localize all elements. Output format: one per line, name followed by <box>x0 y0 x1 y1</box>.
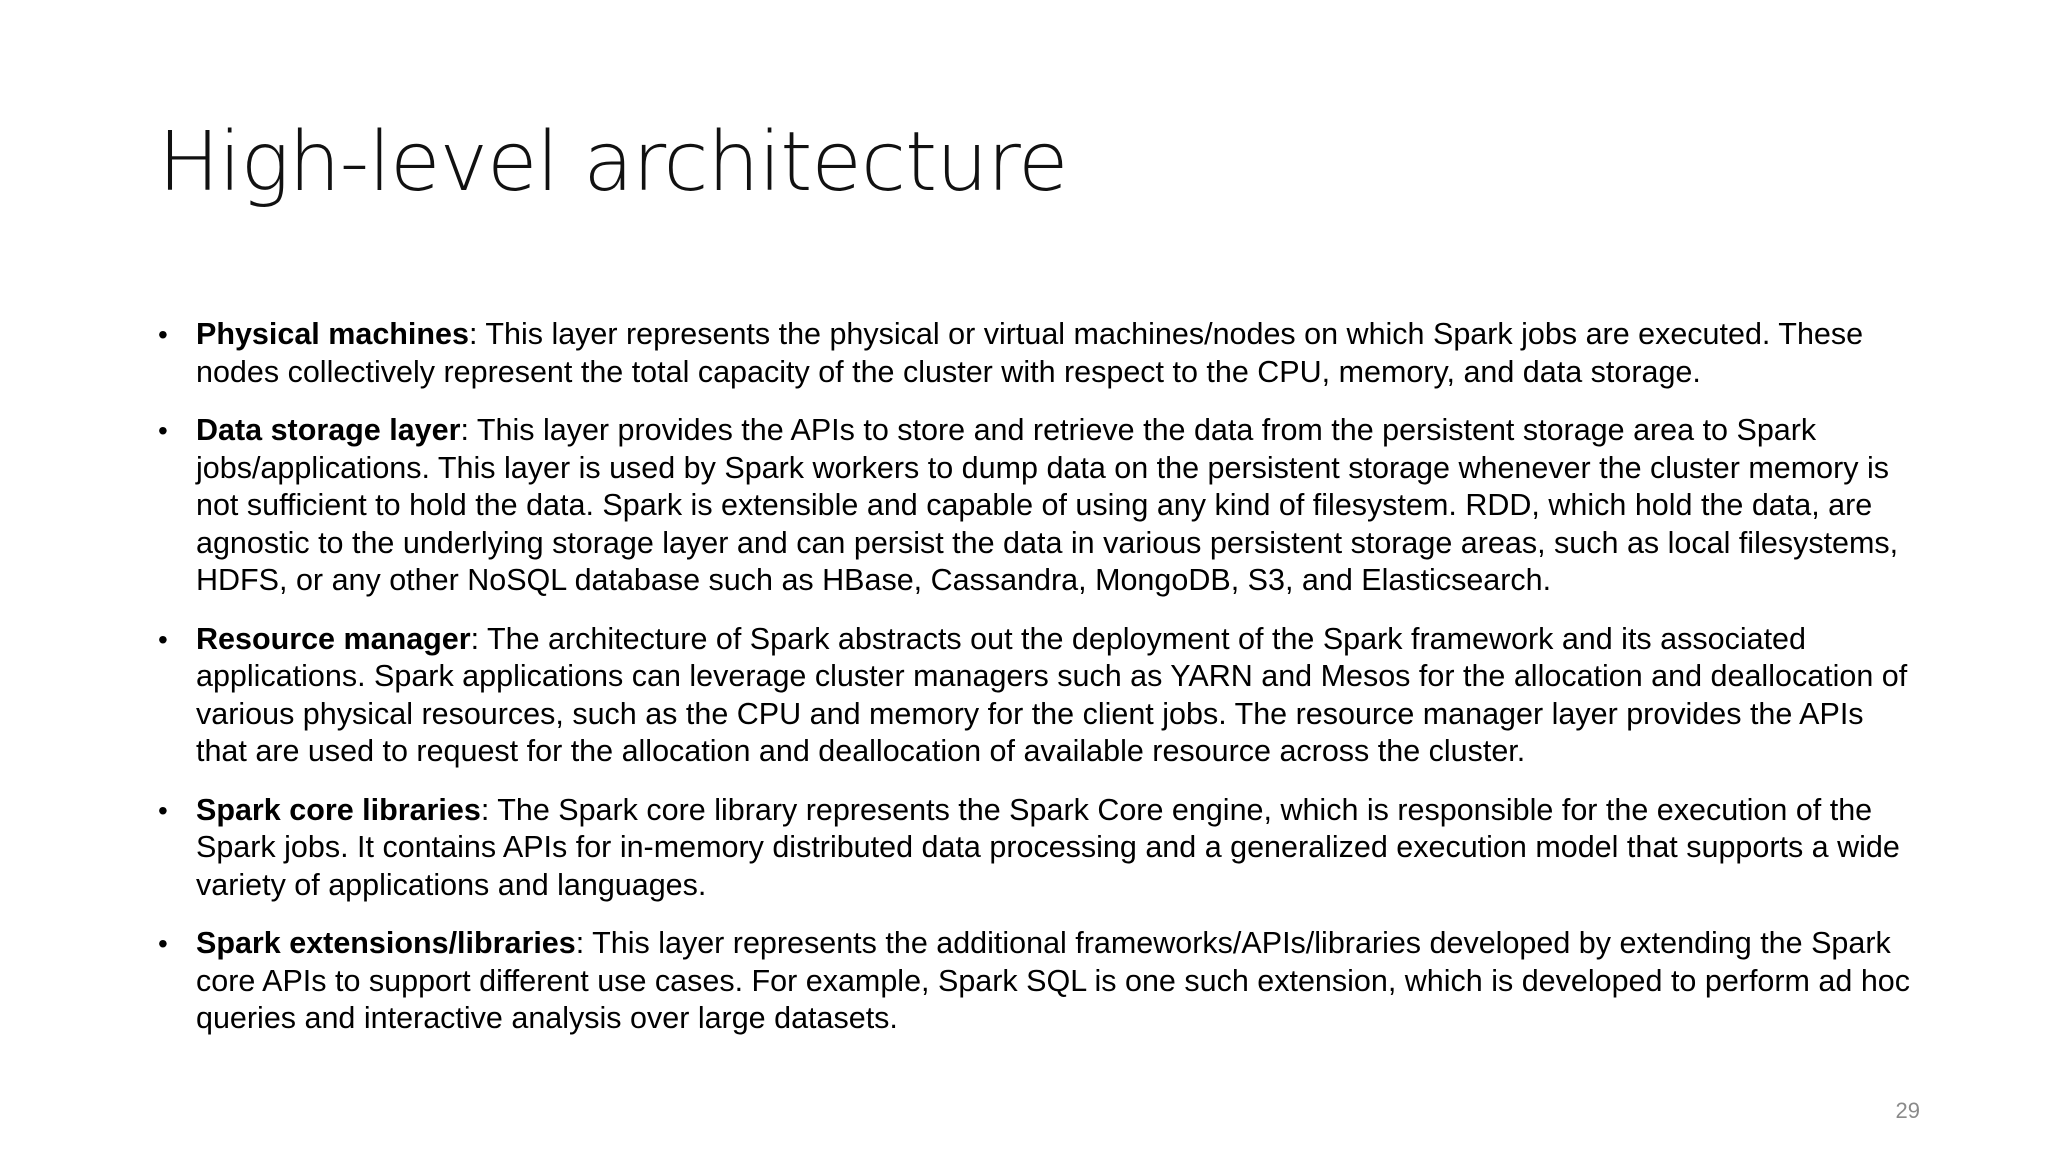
page-number: 29 <box>1895 1098 1920 1123</box>
bullet-icon: • <box>158 415 168 446</box>
bullet-icon: • <box>158 794 168 826</box>
bullet-item-spark-core-libraries <box>158 792 1918 905</box>
bullet-item-resource-manager <box>158 621 1918 771</box>
bullet-text: : This layer represents the additional frameworks/APIs/libraries developed by extending the Spark core APIs to support different use cases. For example, Spark SQL is one such extension, which is developed to perform ad hoc queries and interactive analysis over large datasets. <box>196 926 1911 1035</box>
bullet-text: : The architecture of Spark abstracts out the deployment of the Spark framework and its associated applications. Spark applications can leverage cluster managers such as YARN and Mesos for the allocation and deallocation of various physical resources, such as the CPU and memory for the client jobs. The resource manager layer provides the APIs that are used to request for the allocation and deallocation of available resource across the cluster. <box>196 621 1908 768</box>
bullet-icon: • <box>158 319 168 350</box>
bullet-term: Data storage layer <box>196 413 461 447</box>
bullet-item-data-storage-layer <box>158 412 1918 600</box>
slide-title: High-level architecture <box>158 115 1068 210</box>
bullet-term: Spark core libraries <box>196 792 481 827</box>
bullet-term: Physical machines <box>196 317 469 351</box>
bullet-icon: • <box>158 928 168 959</box>
bullet-item-spark-extensions <box>158 925 1918 1038</box>
bullet-icon: • <box>158 623 168 655</box>
bullet-list <box>158 316 1918 1059</box>
bullet-text: : This layer represents the physical or virtual machines/nodes on which Spark jobs are executed. These nodes collectively represent the total capacity of the cluster with respect to the CPU, memory, and data storage. <box>196 317 1864 389</box>
bullet-text: : This layer provides the APIs to store and retrieve the data from the persistent storage area to Spark jobs/applications. This layer is used by Spark workers to dump data on the persistent storage whenever the cluster memory is not sufficient to hold the data. Spark is extensible and capable of using any kind of filesystem. RDD, which hold the data, are agnostic to the underlying storage layer and can persist the data in various persistent storage areas, such as local filesystems, HDFS, or any other NoSQL database such as HBase, Cassandra, MongoDB, S3, and Elasticsearch. <box>196 413 1899 597</box>
bullet-item-physical-machines <box>158 316 1918 391</box>
bullet-term: Spark extensions/libraries <box>196 926 576 960</box>
bullet-term: Resource manager <box>196 621 471 656</box>
bullet-text: : The Spark core library represents the Spark Core engine, which is responsible for the execution of the Spark jobs. It contains APIs for in-memory distributed data processing and a generalized execution model that supports a wide variety of applications and languages. <box>196 792 1900 902</box>
